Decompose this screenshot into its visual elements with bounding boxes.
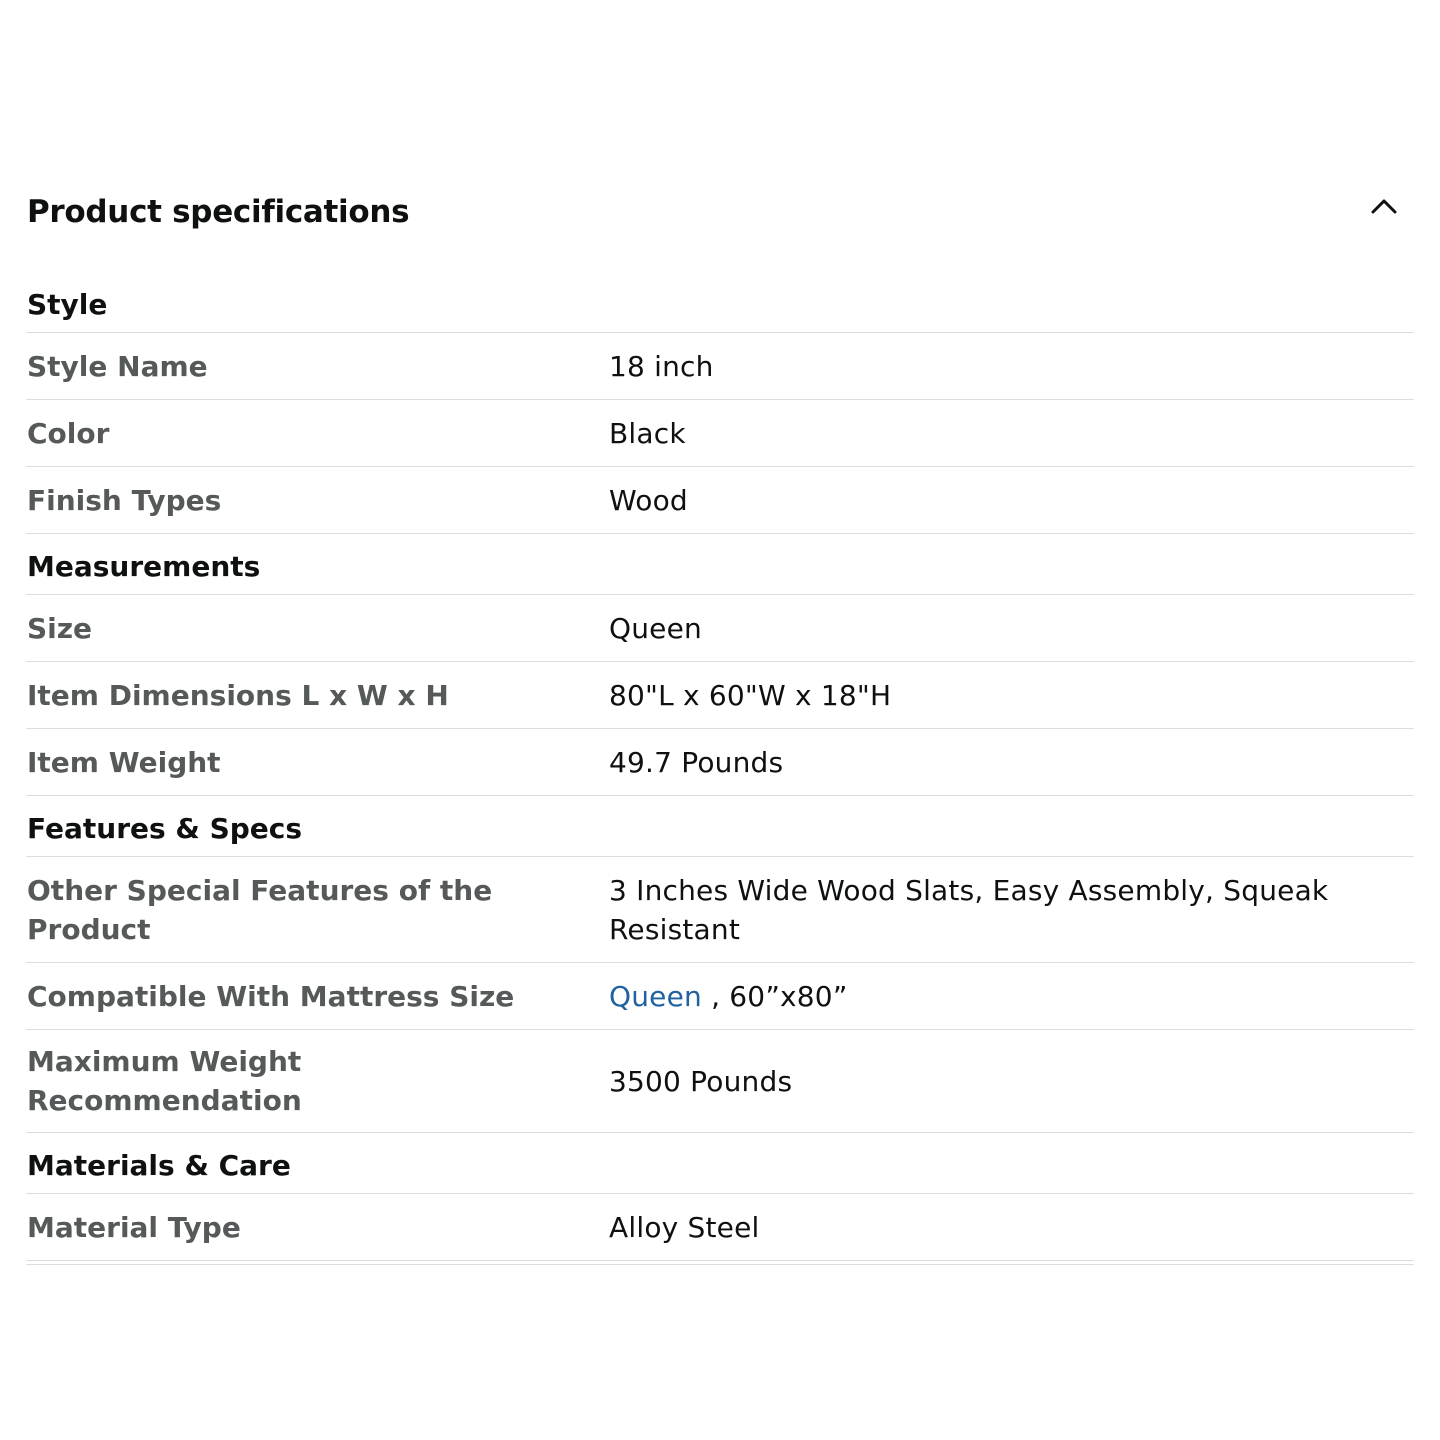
spec-row: [26, 857, 1414, 963]
section-title-measurements: Measurements: [26, 534, 1414, 595]
spec-value-suffix: , 60”x80”: [701, 979, 848, 1013]
collapse-button[interactable]: [1364, 186, 1404, 226]
spec-row: [26, 1194, 1414, 1261]
spec-label: Color: [27, 416, 110, 450]
queen-size-link[interactable]: Queen: [609, 979, 702, 1013]
spec-value-mattress-size: [609, 977, 1414, 1016]
spec-value: Wood: [609, 483, 688, 517]
spec-label: Compatible With Mattress Size: [27, 979, 515, 1013]
spec-value: Alloy Steel: [609, 1210, 760, 1244]
spec-row: [26, 333, 1414, 400]
spec-row: [26, 1030, 1414, 1133]
spec-value: 18 inch: [609, 349, 714, 383]
spec-row: [26, 595, 1414, 662]
spec-label: Style Name: [27, 349, 208, 383]
section-title-materials-care: Materials & Care: [26, 1133, 1414, 1194]
product-specifications-header: [27, 186, 1414, 238]
spec-label: Material Type: [27, 1210, 241, 1244]
specifications-table: [26, 272, 1414, 1265]
spec-value: Black: [609, 416, 686, 450]
spec-value: Queen: [609, 611, 702, 645]
divider: [26, 1261, 1414, 1265]
chevron-up-icon: [1370, 197, 1398, 215]
spec-label: Maximum Weight Recommendation: [27, 1045, 302, 1117]
section-title-features-specs: Features & Specs: [26, 796, 1414, 857]
spec-label: Other Special Features of the Product: [27, 873, 493, 946]
section-title-style: Style: [26, 272, 1414, 333]
spec-row: [26, 963, 1414, 1030]
spec-label: Item Dimensions L x W x H: [27, 678, 449, 712]
spec-label: Size: [27, 611, 93, 645]
spec-value: 3 Inches Wide Wood Slats, Easy Assembly, Squeak Resistant: [609, 873, 1329, 946]
section-heading: Product specifications: [27, 194, 410, 230]
spec-row: [26, 729, 1414, 796]
spec-value: 49.7 Pounds: [609, 745, 784, 779]
spec-label: Finish Types: [27, 483, 222, 517]
spec-label: Item Weight: [27, 745, 221, 779]
spec-value: 3500 Pounds: [609, 1064, 793, 1098]
spec-row: [26, 400, 1414, 467]
spec-row: [26, 467, 1414, 534]
spec-row: [26, 662, 1414, 729]
spec-value: 80"L x 60"W x 18"H: [609, 678, 892, 712]
